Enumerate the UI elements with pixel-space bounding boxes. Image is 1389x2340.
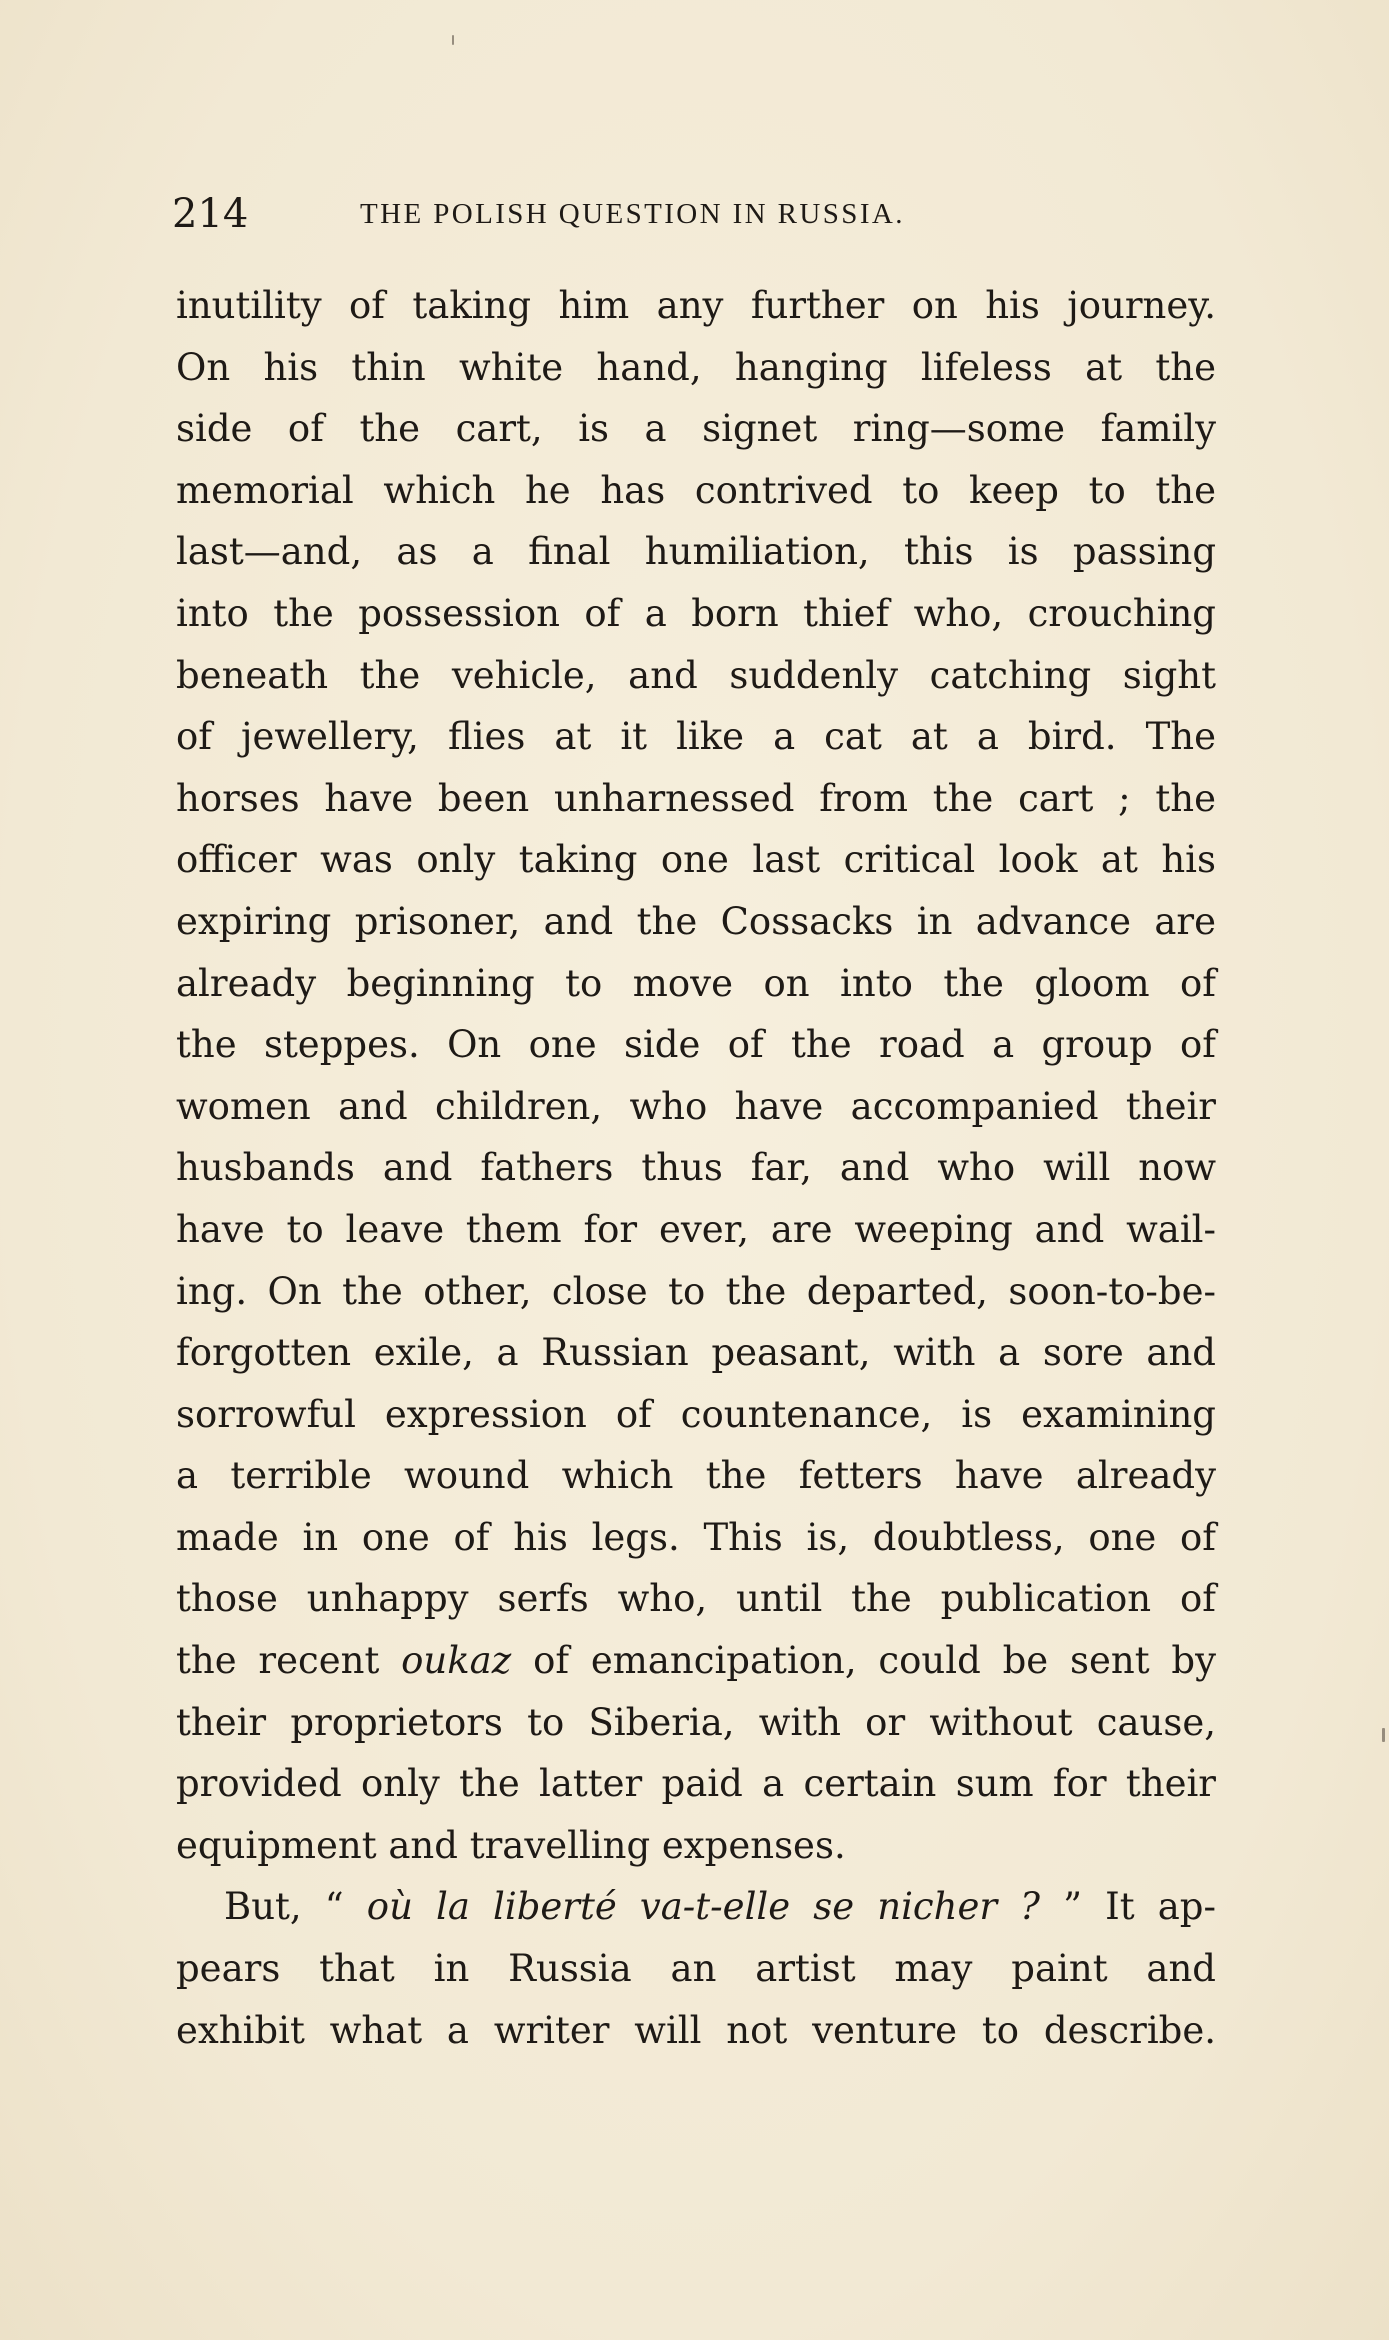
text-line: have to leave them for ever, are weeping and wail- [176, 1207, 1216, 1251]
text-line: husbands and fathers thus far, and who will now [176, 1146, 1216, 1190]
text-line: those unhappy serfs who, until the publication of [176, 1577, 1216, 1621]
paper-speck [1382, 1728, 1385, 1742]
text-line: into the possession of a born thief who, crouching [176, 591, 1216, 635]
body-text [176, 275, 1216, 2061]
running-title: THE POLISH QUESTION IN RUSSIA. [360, 198, 905, 230]
text-line: already beginning to move on into the gloom of [176, 961, 1216, 1005]
text-line: exhibit what a writer will not venture to describe. [176, 2008, 1216, 2052]
line-text-after: of emancipation, could be sent by [511, 1639, 1216, 1683]
line-text-before: But, “ [224, 1885, 367, 1929]
text-line: forgotten exile, a Russian peasant, with a sore and [176, 1331, 1216, 1375]
italic-quotation: où la liberté va-t-elle se nicher ? [366, 1885, 1040, 1929]
text-line-with-italic [176, 1630, 1216, 1692]
text-line: inutility of taking him any further on his journey. [176, 284, 1216, 327]
line-text-before: the recent [176, 1639, 402, 1683]
text-line: sorrowful expression of countenance, is examining [176, 1392, 1216, 1436]
paragraph-1 [176, 275, 1216, 1876]
text-line: ing. On the other, close to the departed, soon-to-be- [176, 1269, 1216, 1313]
italic-term-oukaz: oukaz [401, 1639, 512, 1683]
text-line-with-italic [176, 1876, 1216, 1938]
paper-speck [452, 35, 454, 45]
text-line: On his thin white hand, hanging lifeless at the [176, 345, 1216, 389]
text-line: expiring prisoner, and the Cossacks in advance are [176, 899, 1216, 943]
text-line: a terrible wound which the fetters have already [176, 1454, 1216, 1498]
text-line: horses have been unharnessed from the cart ; the [176, 776, 1216, 820]
text-line: of jewellery, flies at it like a cat at a bird. The [176, 715, 1216, 759]
text-line: equipment and travelling expenses. [176, 1823, 846, 1867]
text-line: pears that in Russia an artist may paint and [176, 1947, 1216, 1991]
text-line: women and children, who have accompanied their [176, 1084, 1216, 1128]
text-line: beneath the vehicle, and suddenly catching sight [176, 653, 1216, 697]
text-line: side of the cart, is a signet ring—some family [176, 407, 1216, 451]
text-line: provided only the latter paid a certain sum for their [176, 1762, 1216, 1806]
text-line: last—and, as a final humiliation, this is passing [176, 530, 1216, 574]
line-text-after: ” It ap- [1040, 1885, 1216, 1929]
page-number: 214 [172, 191, 249, 237]
page-header [172, 190, 1212, 238]
text-line: made in one of his legs. This is, doubtless, one of [176, 1515, 1216, 1559]
text-line: the steppes. On one side of the road a group of [176, 1023, 1216, 1067]
paragraph-2 [176, 1876, 1216, 2061]
text-line: their proprietors to Siberia, with or without cause, [176, 1700, 1216, 1744]
text-line: officer was only taking one last critical look at his [176, 838, 1216, 882]
text-line: memorial which he has contrived to keep to the [176, 468, 1216, 512]
